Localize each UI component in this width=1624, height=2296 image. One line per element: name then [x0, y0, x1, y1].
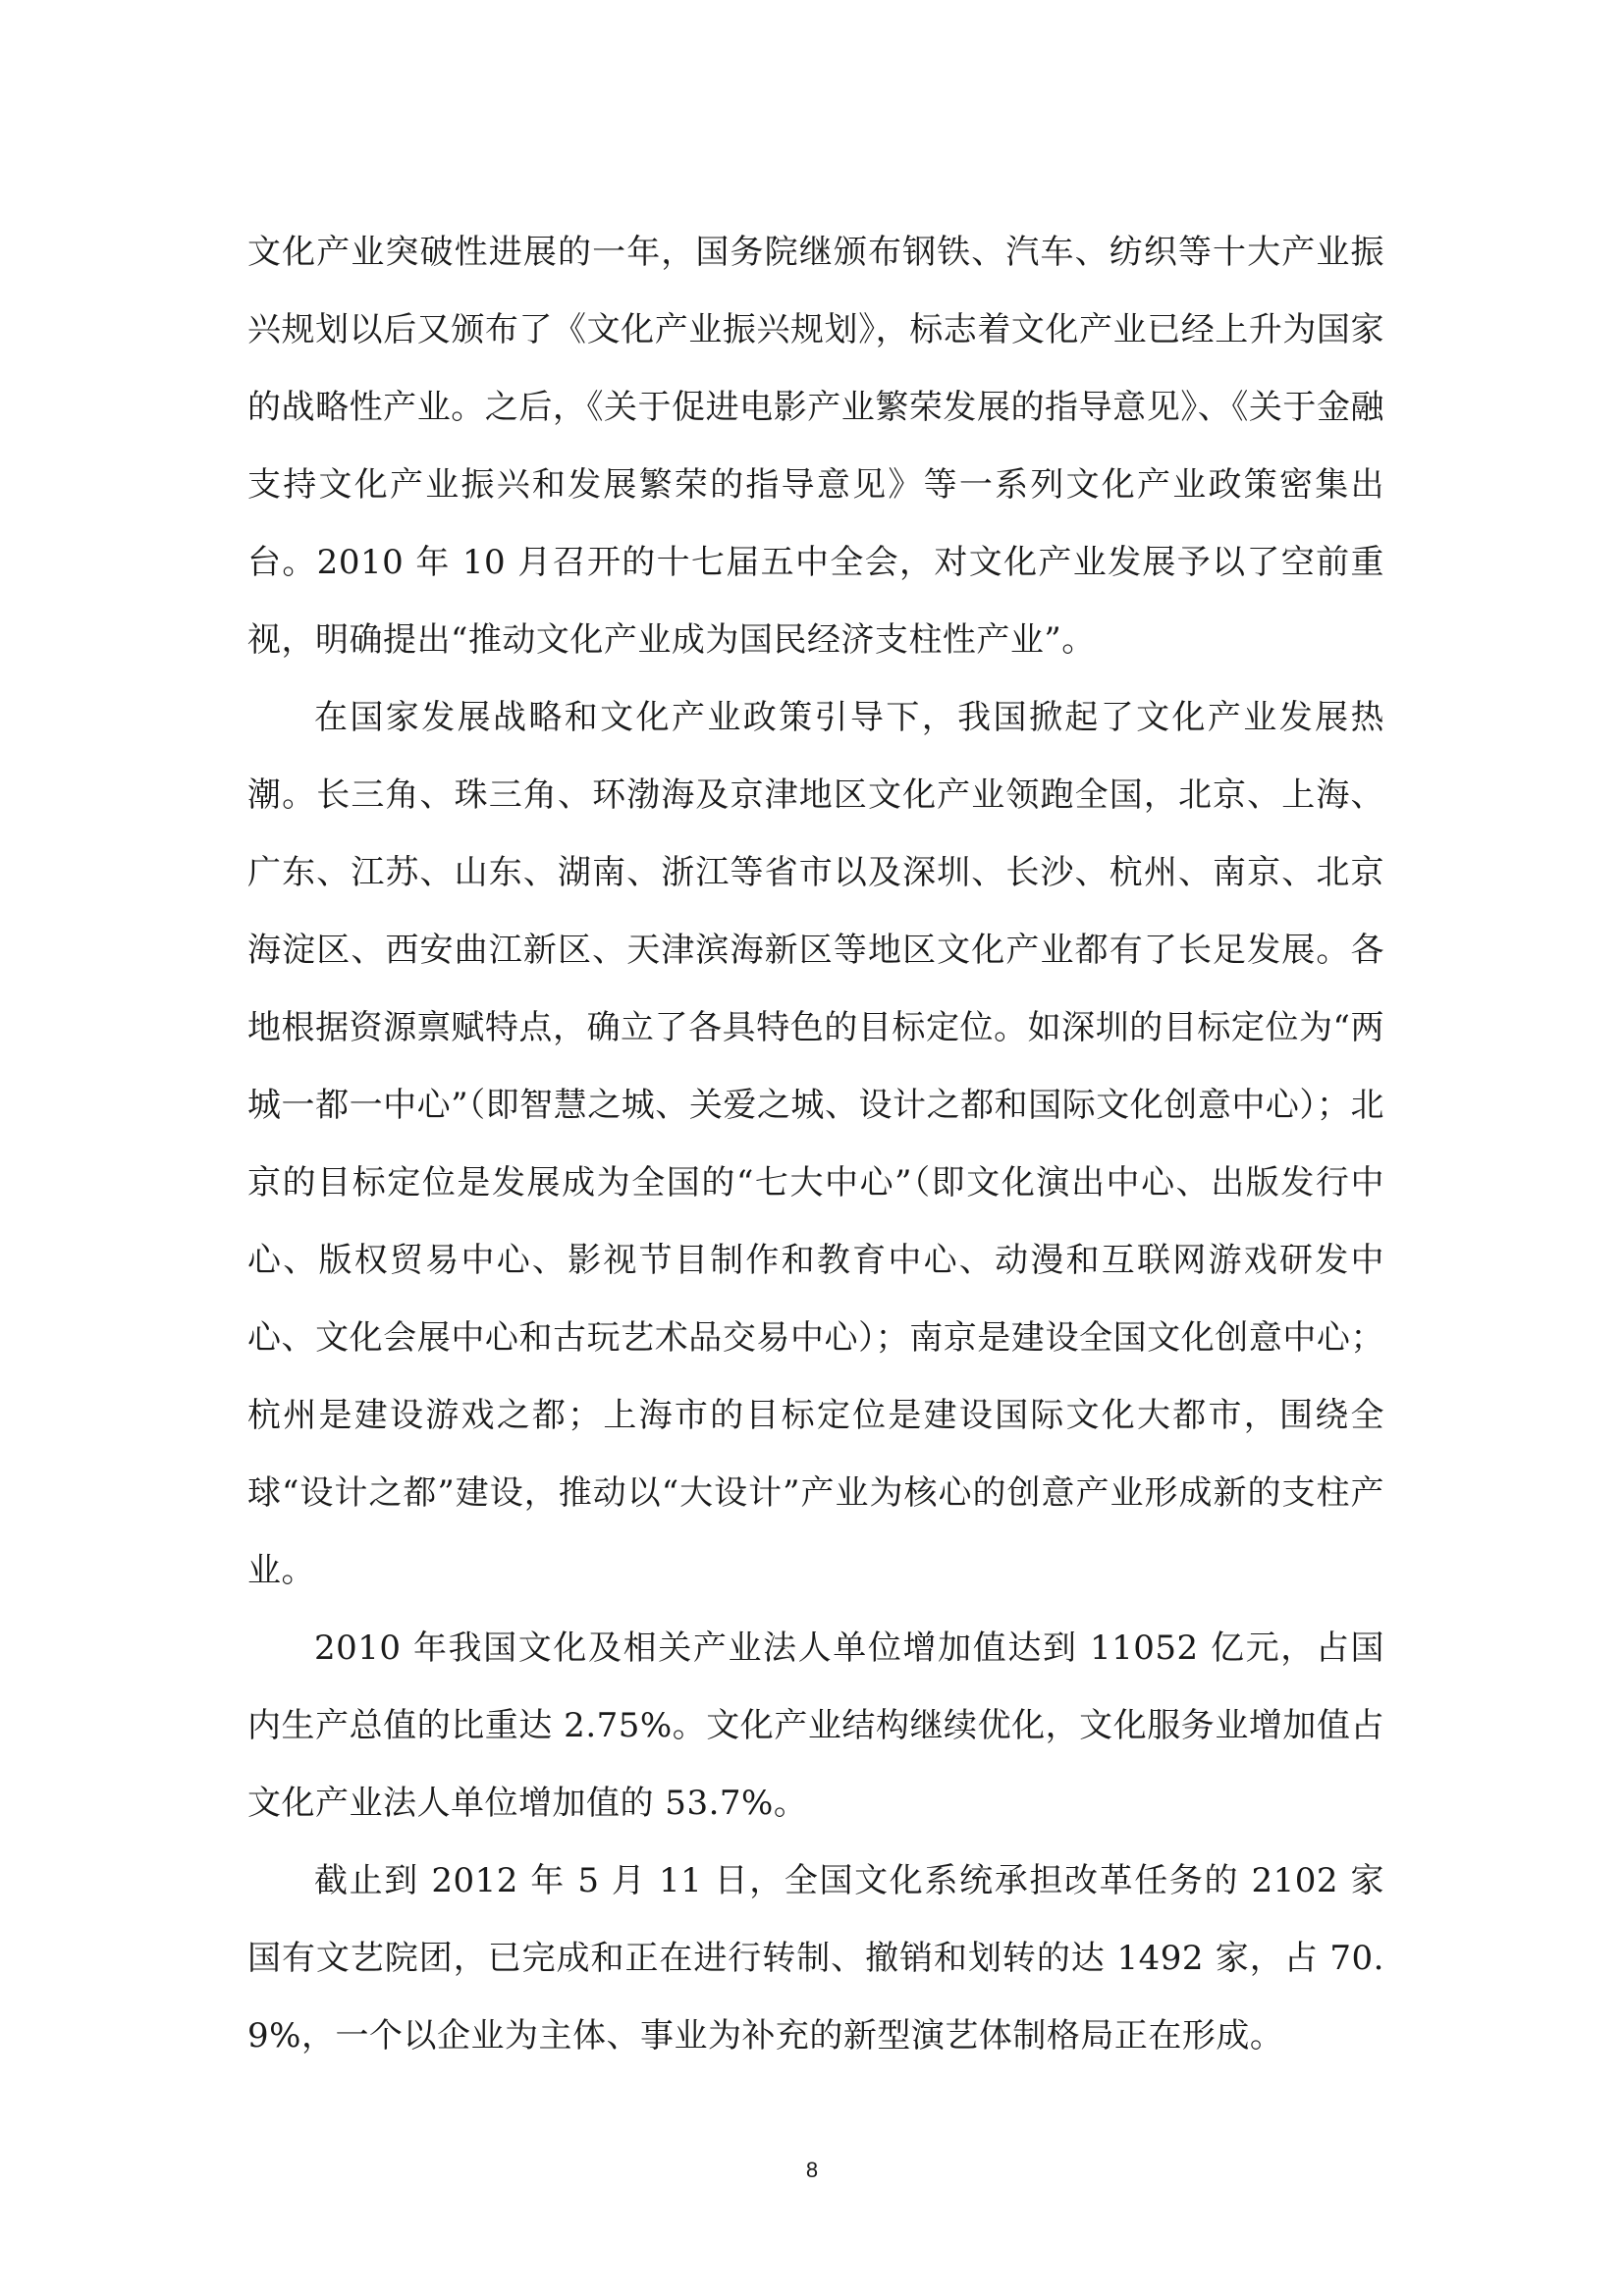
paragraph-value-added-2010: 2010 年我国文化及相关产业法人单位增加值达到 11052 亿元，占国内生产总值的比重达 2.75%。文化产业结构继续优化，文化服务业增加值占文化产业法人单位增加值的 53.7%。 [247, 1629, 1384, 1823]
paragraph-continued: 文化产业突破性进展的一年，国务院继颁布钢铁、汽车、纺织等十大产业振兴规划以后又颁布了《文化产业振兴规划》，标志着文化产业已经上升为国家的战略性产业。之后，《关于促进电影产业繁荣发展的指导意见》、《关于金融支持文化产业振兴和发展繁荣的指导意见》等一系列文化产业政策密集出台。2010 年 10 月召开的十七届五中全会，对文化产业发展予以了空前重视，明确提出“推动文化产业成为国民经济支柱性产业”。 [247, 233, 1384, 660]
body-text [247, 214, 1384, 2075]
paragraph-troupe-reform-2012: 截止到 2012 年 5 月 11 日，全国文化系统承担改革任务的 2102 家国有文艺院团，已完成和正在进行转制、撤销和划转的达 1492 家，占 70.9%，一个以企业为主体、事业为补充的新型演艺体制格局正在形成。 [247, 1861, 1384, 2056]
page-number: 8 [805, 2158, 819, 2182]
paragraph-cultural-industry-boom: 在国家发展战略和文化产业政策引导下，我国掀起了文化产业发展热潮。长三角、珠三角、环渤海及京津地区文化产业领跑全国，北京、上海、广东、江苏、山东、湖南、浙江等省市以及深圳、长沙、杭州、南京、北京海淀区、西安曲江新区、天津滨海新区等地区文化产业都有了长足发展。各地根据资源禀赋特点，确立了各具特色的目标定位。如深圳的目标定位为“两城一都一中心”（即智慧之城、关爱之城、设计之都和国际文化创意中心）；北京的目标定位是发展成为全国的“七大中心”（即文化演出中心、出版发行中心、版权贸易中心、影视节目制作和教育中心、动漫和互联网游戏研发中心、文化会展中心和古玩艺术品交易中心）；南京是建设全国文化创意中心；杭州是建设游戏之都；上海市的目标定位是建设国际文化大都市，围绕全球“设计之都”建设，推动以“大设计”产业为核心的创意产业形成新的支柱产业。 [247, 698, 1384, 1590]
